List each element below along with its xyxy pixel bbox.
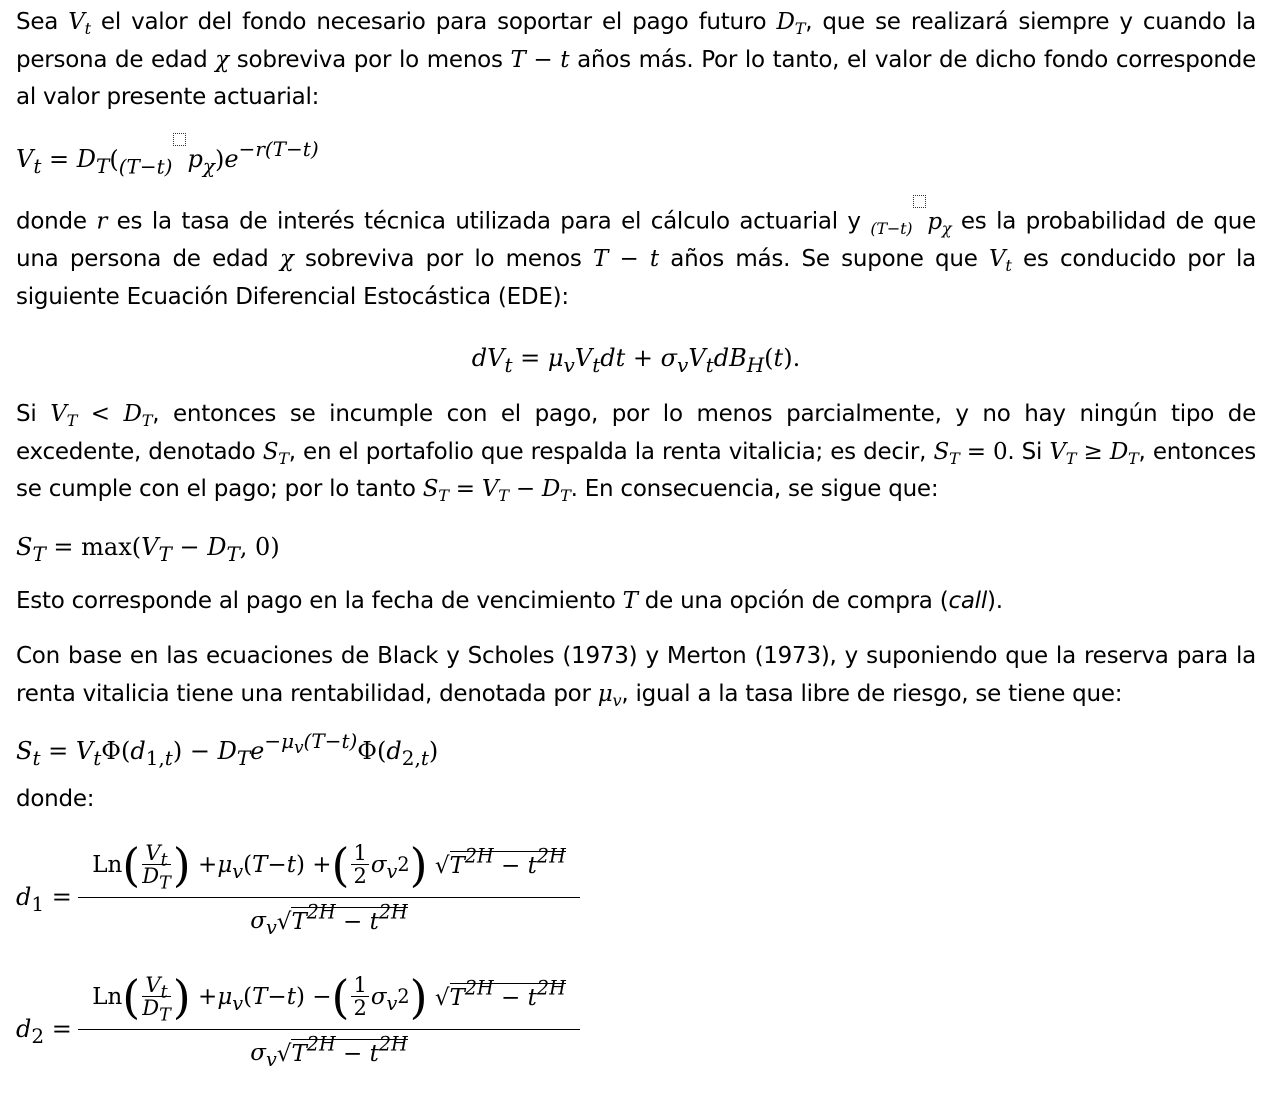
equation-d1: $d_1$ = Ln ( $\frac{V_t}{D_T}$ ) + $\mu_v$ ( T − t ) + ( $\frac{1}{2}$ $\sigma_v$ 2 ) $√T^{2H} - t^{2H}$ $\sigma_v$ $√T^{2H} - t^{2H}$ bbox=[16, 833, 1256, 955]
equation-black-scholes: $S_t = V_t\Phi(d_{1,t}) - D_Te^{-\mu_v(T-t)}\Phi(d_{2,t})$ bbox=[16, 729, 439, 771]
paragraph-6: donde: bbox=[16, 786, 95, 813]
equation-sde: $dV_t = \mu_vV_tdt + \sigma_vV_tdB_H(t)$. bbox=[471, 344, 801, 378]
paragraph-5: Con base en las ecuaciones de Black y Scholes (1973) y Merton (1973), y suponiendo que la reserva para la renta vitalicia tiene una rentabilidad, denotada por $\mu_v$, igual a la tasa libre de riesgo, se tiene que: bbox=[16, 643, 1256, 710]
paragraph-3: Si $V_T < D_T$, entonces se incumple con el pago, por lo menos parcialmente, y no hay ningún tipo de excedente, denotado $S_T$, en el portafolio que respalda la renta vitalicia; es decir, $S_T = 0$. Si $V_T \ge D_T$, entonces se cumple con el pago; por lo tanto $S_T = V_T - D_T$. En consecuencia, se sigue que: bbox=[16, 401, 1257, 506]
equation-d2: $d_2$ = Ln ( $\frac{V_t}{D_T}$ ) + $\mu_v$ ( T − t ) − ( $\frac{1}{2}$ $\sigma_v$ 2 ) $√T^{2H} - t^{2H}$ $\sigma_v$ $√T^{2H} - t^{2H}$ bbox=[16, 965, 1256, 1087]
paragraph-1: Sea $V_t$ el valor del fondo necesario para soportar el pago futuro $D_T$, que se realizará siempre y cuando la persona de edad χ sobreviva por lo menos T − t años más. Por lo tanto, el valor de dicho fondo corresponde al valor presente actuarial: bbox=[16, 9, 1257, 110]
paragraph-2: donde r es la tasa de interés técnica utilizada para el cálculo actuarial y $_{(T-t)}$ $p_\chi$ es la probabilidad de que una persona de edad χ sobreviva por lo menos T − t años más. Se supone que $V_t$ es conducido por la siguiente Ecuación Diferencial Estocástica (EDE): bbox=[16, 195, 1256, 316]
equation-st-max: $S_T = \max(V_T - D_T$, 0) bbox=[16, 532, 280, 566]
paper-page bbox=[16, 4, 1256, 1097]
equation-vt: $V_t = D_T(_{(T-t)}$ $p_\chi)e^{-r(T-t)}$ bbox=[16, 133, 1256, 180]
paragraph-4: Esto corresponde al pago en la fecha de vencimiento T de una opción de compra (call). bbox=[16, 587, 1003, 614]
